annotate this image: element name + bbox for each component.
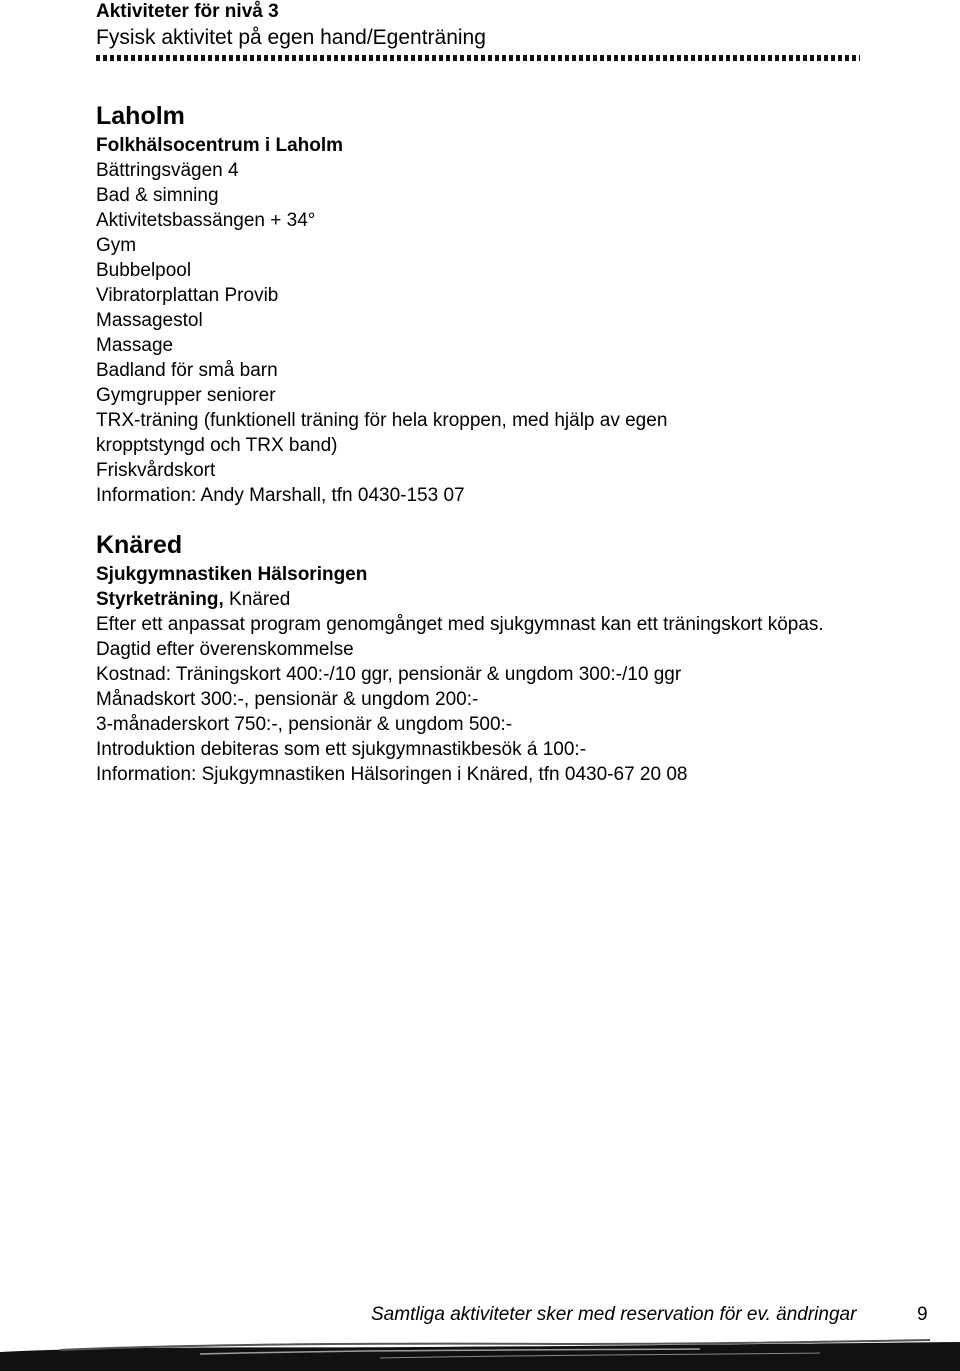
list-item: Vibratorplattan Provib <box>96 285 279 306</box>
organization-name: Folkhälsocentrum i Laholm <box>96 135 344 156</box>
list-item: Friskvårdskort <box>96 460 216 481</box>
activity-line <box>96 587 896 612</box>
section-heading-knared: Knäred <box>96 531 183 559</box>
page-header-subtitle: Fysisk aktivitet på egen hand/Egenträning <box>96 26 486 49</box>
list-item: Bubbelpool <box>96 260 192 281</box>
contact-info: Information: Sjukgymnastiken Hälsoringen i Knäred, tfn 0430-67 20 08 <box>96 764 688 785</box>
list-item: Aktivitetsbassängen + 34° <box>96 210 316 231</box>
brush-stroke-decoration <box>0 1338 960 1371</box>
knared-section <box>96 530 896 787</box>
contact-info: Information: Andy Marshall, tfn 0430-153 07 <box>96 485 465 506</box>
list-item: TRX-träning (funktionell träning för hela kroppen, med hjälp av egen kropptstyngd och TRX band) <box>96 410 668 456</box>
dotted-divider <box>96 55 860 61</box>
list-item: Efter ett anpassat program genomgånget med sjukgymnast kan ett träningskort köpas. <box>96 614 824 635</box>
list-item: Badland för små barn <box>96 360 278 381</box>
page-header-title: Aktiviteter för nivå 3 <box>96 1 279 22</box>
list-item: 3-månaderskort 750:-, pensionär & ungdom 500:- <box>96 714 513 735</box>
activity-place: Knäred <box>223 589 291 610</box>
list-item: Bad & simning <box>96 185 219 206</box>
list-item: Bättringsvägen 4 <box>96 160 239 181</box>
laholm-section <box>96 101 896 508</box>
page-number: 9 <box>917 1304 928 1325</box>
list-item: Gym <box>96 235 137 256</box>
footer-note: Samtliga aktiviteter sker med reservation för ev. ändringar <box>371 1304 857 1325</box>
list-item: Gymgrupper seniorer <box>96 385 276 406</box>
section-heading-laholm: Laholm <box>96 102 185 130</box>
list-item: Kostnad: Träningskort 400:-/10 ggr, pensionär & ungdom 300:-/10 ggr <box>96 664 682 685</box>
activity-name: Styrketräning, <box>96 589 224 610</box>
list-item: Massage <box>96 335 174 356</box>
list-item: Introduktion debiteras som ett sjukgymnastikbesök á 100:- <box>96 739 587 760</box>
organization-name: Sjukgymnastiken Hälsoringen <box>96 564 368 585</box>
list-item: Massagestol <box>96 310 203 331</box>
list-item: Månadskort 300:-, pensionär & ungdom 200:- <box>96 689 479 710</box>
list-item: Dagtid efter överenskommelse <box>96 639 354 660</box>
